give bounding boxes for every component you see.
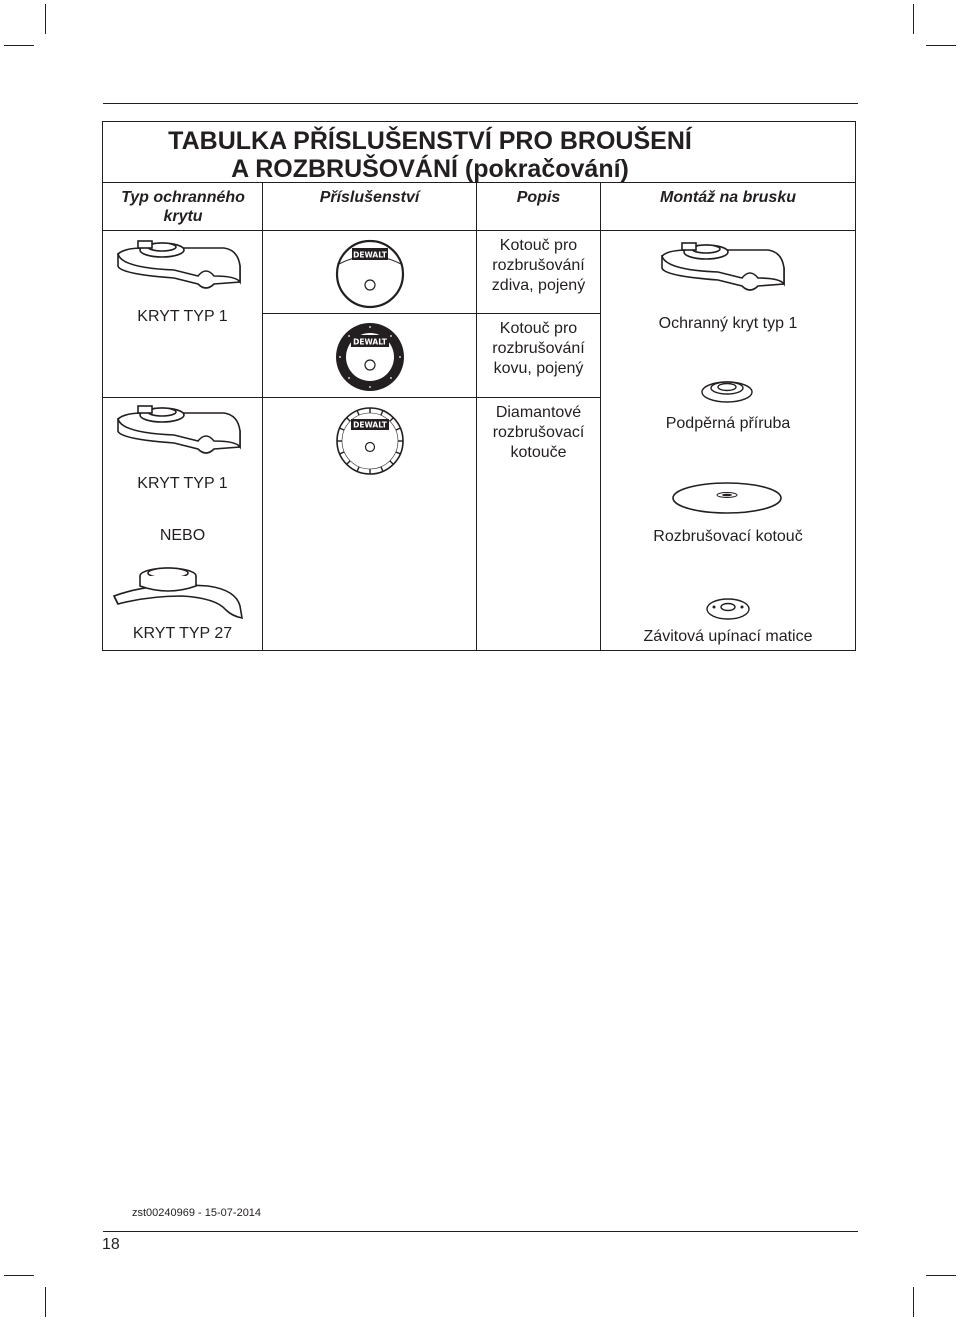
guard-type27-icon: [112, 562, 250, 624]
guard-type1-icon: [114, 236, 246, 302]
table-title-line1: TABULKA PŘÍSLUŠENSTVÍ PRO BROUŠENÍ: [168, 127, 692, 155]
description-metal: Kotouč pro rozbrušování kovu, pojený: [492, 320, 585, 377]
guard-type1-icon: [114, 401, 246, 467]
table-divider: [102, 230, 856, 231]
crop-mark: [4, 45, 34, 46]
mounting-label-flange: Podpěrná příruba: [665, 415, 791, 432]
brand-logo: DEWALT: [353, 250, 387, 260]
metal-disc-icon: [334, 321, 406, 393]
crop-mark: [45, 4, 46, 34]
description-masonry: Kotouč pro rozbrušování zdiva, pojený: [491, 237, 586, 294]
brand-logo: DEWALT: [353, 420, 387, 430]
diamond-disc-icon: [334, 405, 406, 477]
guard-label-row3: KRYT TYP 27: [132, 625, 233, 642]
mounting-label-nut: Závitová upínací matice: [643, 628, 813, 645]
guard-label-or: NEBO: [159, 527, 206, 544]
description-diamond: Diamantové rozbrušovací kotouče: [492, 404, 585, 461]
header-accessory: Příslušenství: [319, 189, 420, 206]
footer-rule: [103, 1231, 858, 1232]
mounting-label-guard: Ochranný kryt typ 1: [658, 315, 798, 332]
table-divider: [476, 313, 601, 314]
table-divider: [262, 313, 477, 314]
masonry-disc-icon: [334, 238, 406, 310]
guard-label-row1: KRYT TYP 1: [137, 308, 228, 325]
crop-mark: [4, 1275, 34, 1276]
header-mounting: Montáž na brusku: [659, 189, 796, 206]
header-guard-type: Typ ochranného krytu: [121, 189, 245, 225]
cutting-wheel-icon: [670, 480, 784, 516]
guard-label-row2: KRYT TYP 1: [137, 475, 228, 492]
mounting-label-wheel: Rozbrušovací kotouč: [653, 528, 803, 545]
crop-mark: [45, 1287, 46, 1317]
crop-mark: [926, 1275, 956, 1276]
clamp-nut-icon: [705, 594, 751, 622]
crop-mark: [913, 4, 914, 34]
header-rule: [103, 103, 858, 104]
table-divider: [262, 182, 263, 651]
document-code: zst00240969 - 15-07-2014: [132, 1207, 262, 1219]
table-divider: [262, 397, 477, 398]
table-divider: [102, 397, 263, 398]
header-description: Popis: [516, 189, 561, 206]
flange-icon: [700, 376, 754, 404]
table-title-line2: A ROZBRUŠOVÁNÍ (pokračování): [231, 155, 629, 183]
crop-mark: [913, 1287, 914, 1317]
guard-type1-icon: [658, 238, 790, 304]
page-number: 18: [102, 1236, 120, 1253]
crop-mark: [926, 45, 956, 46]
table-divider: [476, 182, 477, 651]
brand-logo: DEWALT: [353, 337, 387, 347]
table-divider: [476, 397, 601, 398]
